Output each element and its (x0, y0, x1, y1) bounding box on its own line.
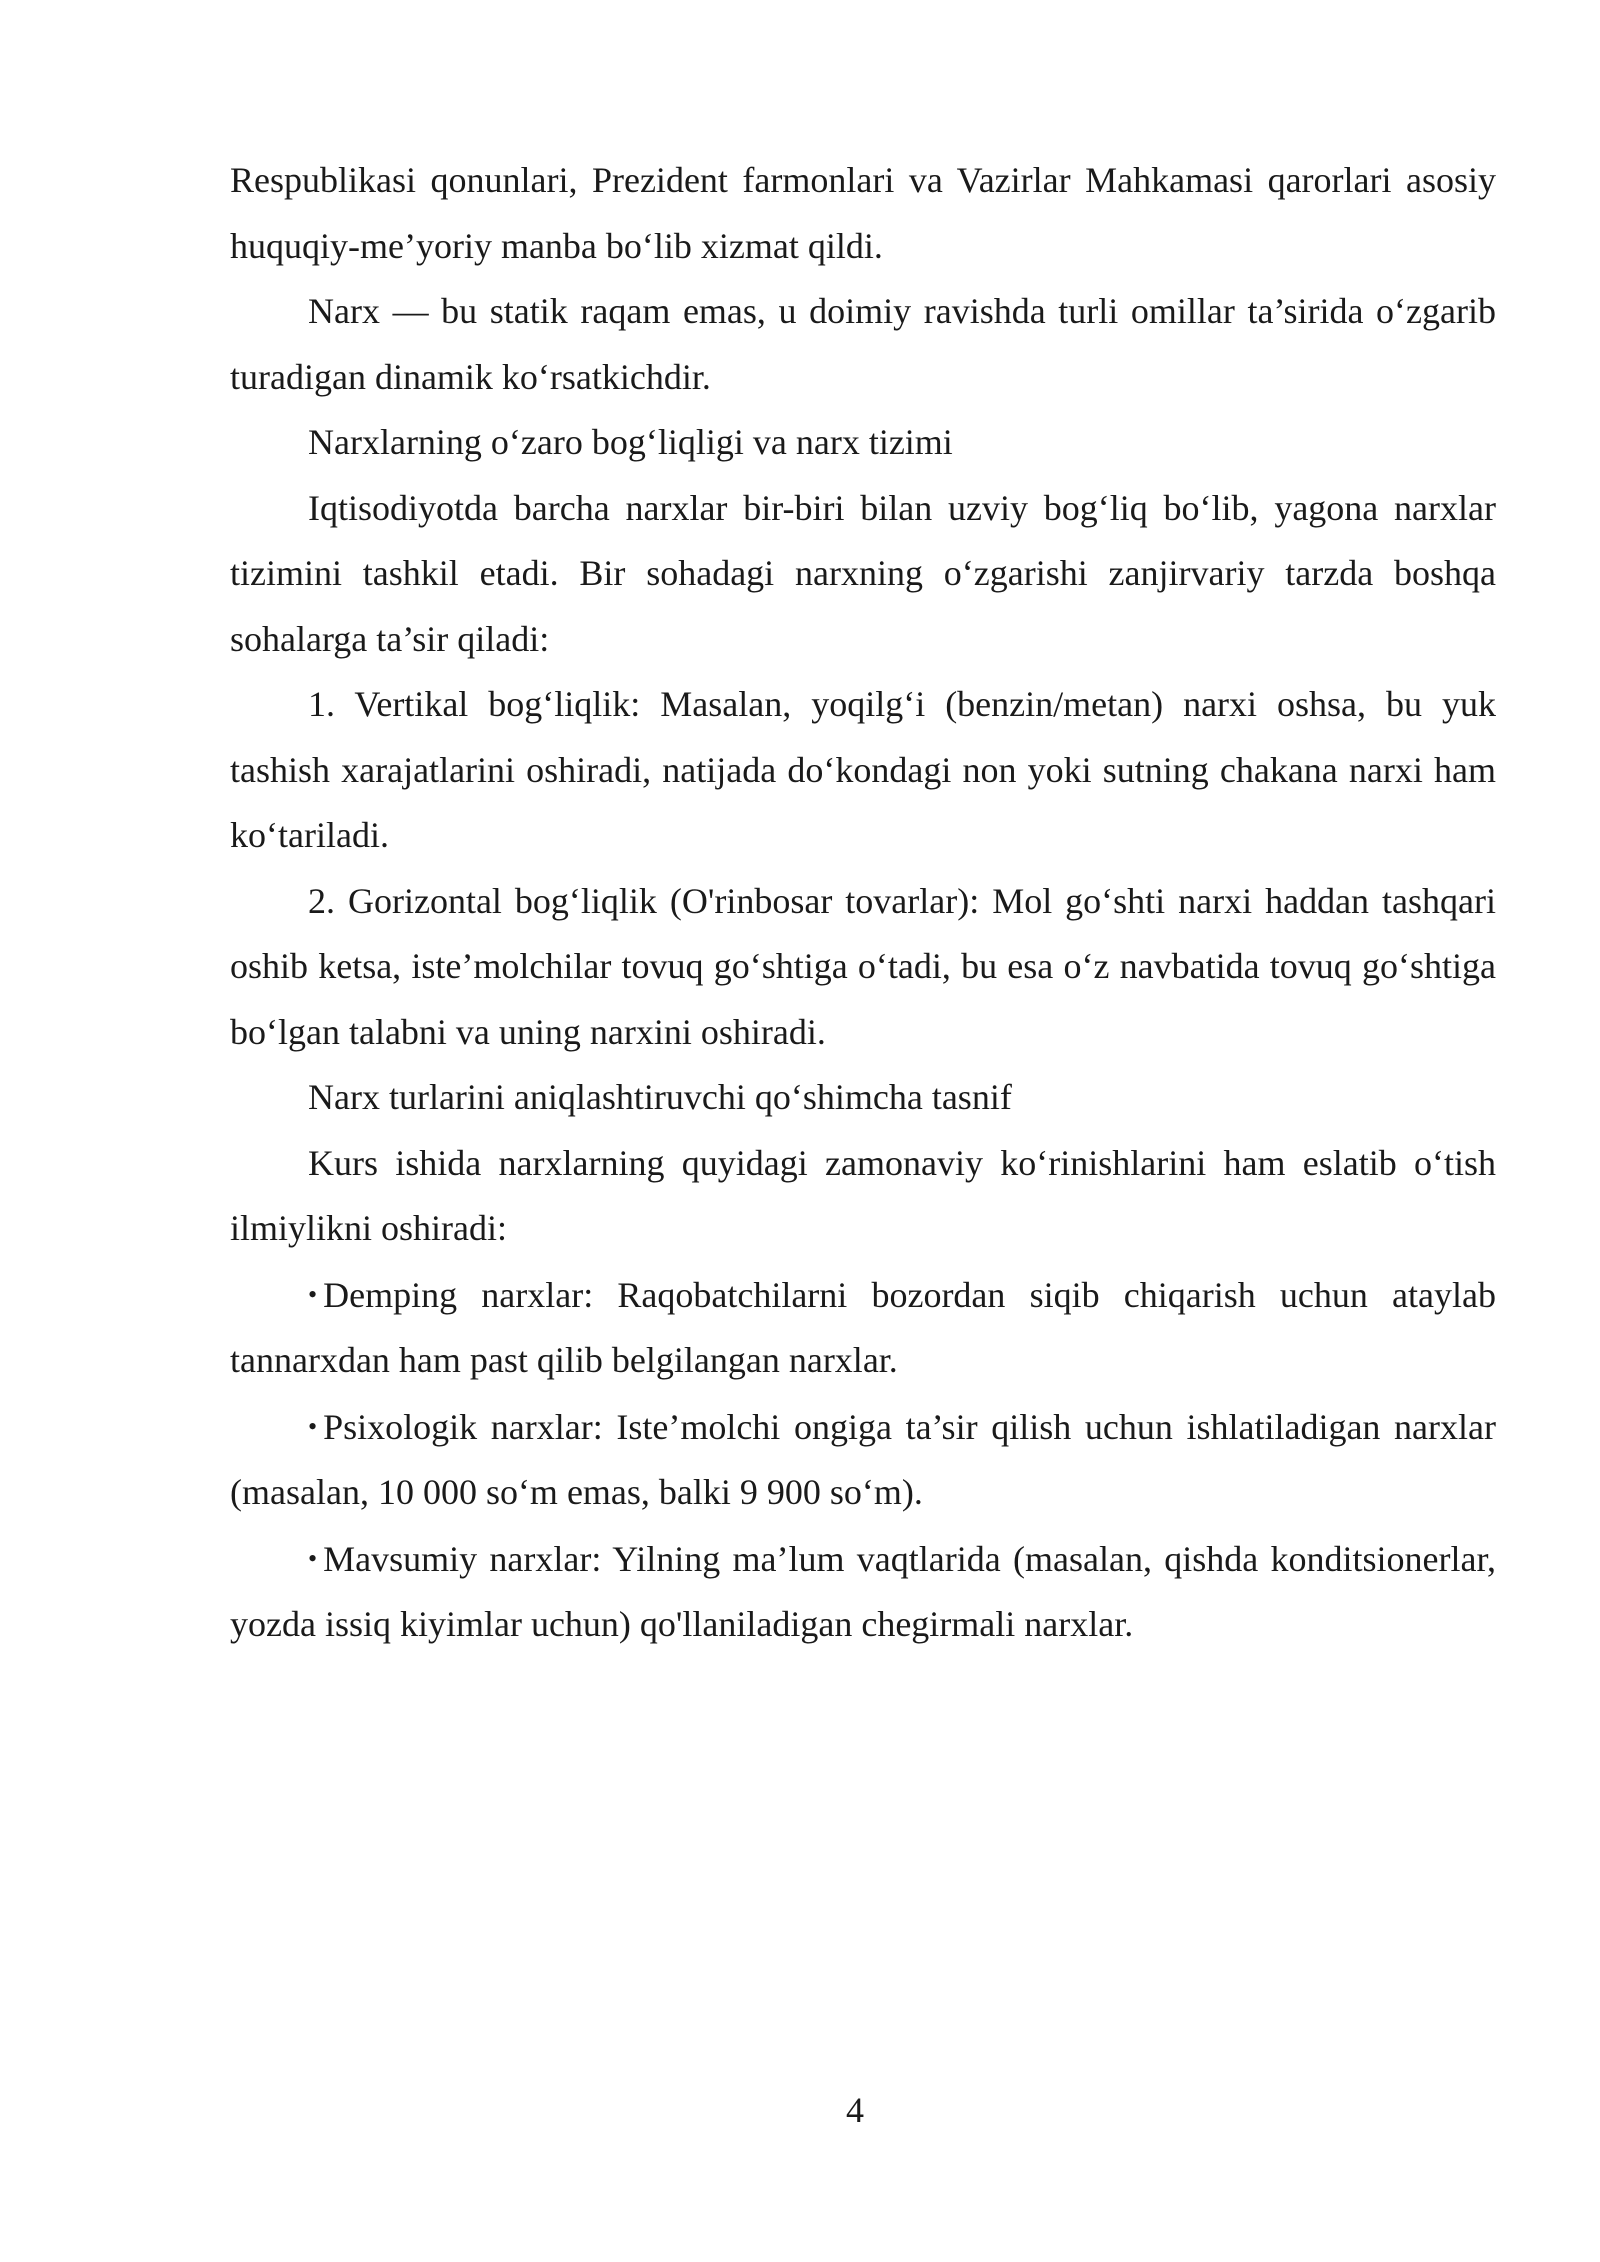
bullet-text: Psixologik narxlar: Iste’molchi ongiga ta’sir qilish uchun ishlatiladigan narxlar (masalan, 10 000 so‘m emas, balki 9 900 so‘m). (230, 1406, 1496, 1512)
bullet-icon: • (308, 1279, 318, 1309)
section-heading-price-system: Narxlarning o‘zaro bog‘liqligi va narx tizimi (308, 422, 953, 462)
bullet-text: Mavsumiy narxlar: Yilning ma’lum vaqtlarida (masalan, qishda konditsionerlar, yozda issiq kiyimlar uchun) qo'llaniladigan chegirmali narxlar. (230, 1538, 1496, 1644)
section-heading-price-classification: Narx turlarini aniqlashtiruvchi qo‘shimcha tasnif (308, 1077, 1012, 1117)
paragraph-narx-definition: Narx — bu statik raqam emas, u doimiy ravishda turli omillar ta’sirida o‘zgarib turadigan dinamik ko‘rsatkichdir. (230, 291, 1496, 397)
bullet-icon: • (308, 1411, 318, 1441)
bullet-item-seasonal (230, 1526, 1496, 1658)
bullet-item-psychological (230, 1394, 1496, 1526)
paragraph-course-intro: Kurs ishida narxlarning quyidagi zamonaviy ko‘rinishlarini ham eslatib o‘tish ilmiylikni oshiradi: (230, 1142, 1496, 1248)
bullet-item-dumping (230, 1262, 1496, 1394)
bullet-text: Demping narxlar: Raqobatchilarni bozordan siqib chiqarish uchun ataylab tannarxdan ham past qilib belgilangan narxlar. (230, 1274, 1496, 1380)
paragraph-price-interdependence: Iqtisodiyotda barcha narxlar bir-biri bilan uzviy bog‘liq bo‘lib, yagona narxlar tizimini tashkil etadi. Bir sohadagi narxning o‘zgarishi zanjirvariy tarzda boshqa sohalarga ta’sir qiladi: (230, 487, 1496, 659)
list-item-vertical-link: 1. Vertikal bog‘liqlik: Masalan, yoqilg‘i (benzin/metan) narxi oshsa, bu yuk tashish xarajatlarini oshiradi, natijada do‘kondagi non yoki sutning chakana narxi ham ko‘tariladi. (230, 684, 1496, 855)
body-text (230, 148, 1496, 1658)
page-number: 4 (846, 2090, 864, 2130)
bullet-icon: • (308, 1543, 318, 1573)
list-item-horizontal-link: 2. Gorizontal bog‘liqlik (O'rinbosar tovarlar): Mol go‘shti narxi haddan tashqari oshib ketsa, iste’molchilar tovuq go‘shtiga o‘tadi, bu esa o‘z navbatida tovuq go‘shtiga bo‘lgan talabni va uning narxini oshiradi. (230, 880, 1496, 1052)
paragraph-continuation: Respublikasi qonunlari, Prezident farmonlari va Vazirlar Mahkamasi qarorlari asosiy huquqiy-me’yoriy manba bo‘lib xizmat qildi. (230, 160, 1496, 266)
